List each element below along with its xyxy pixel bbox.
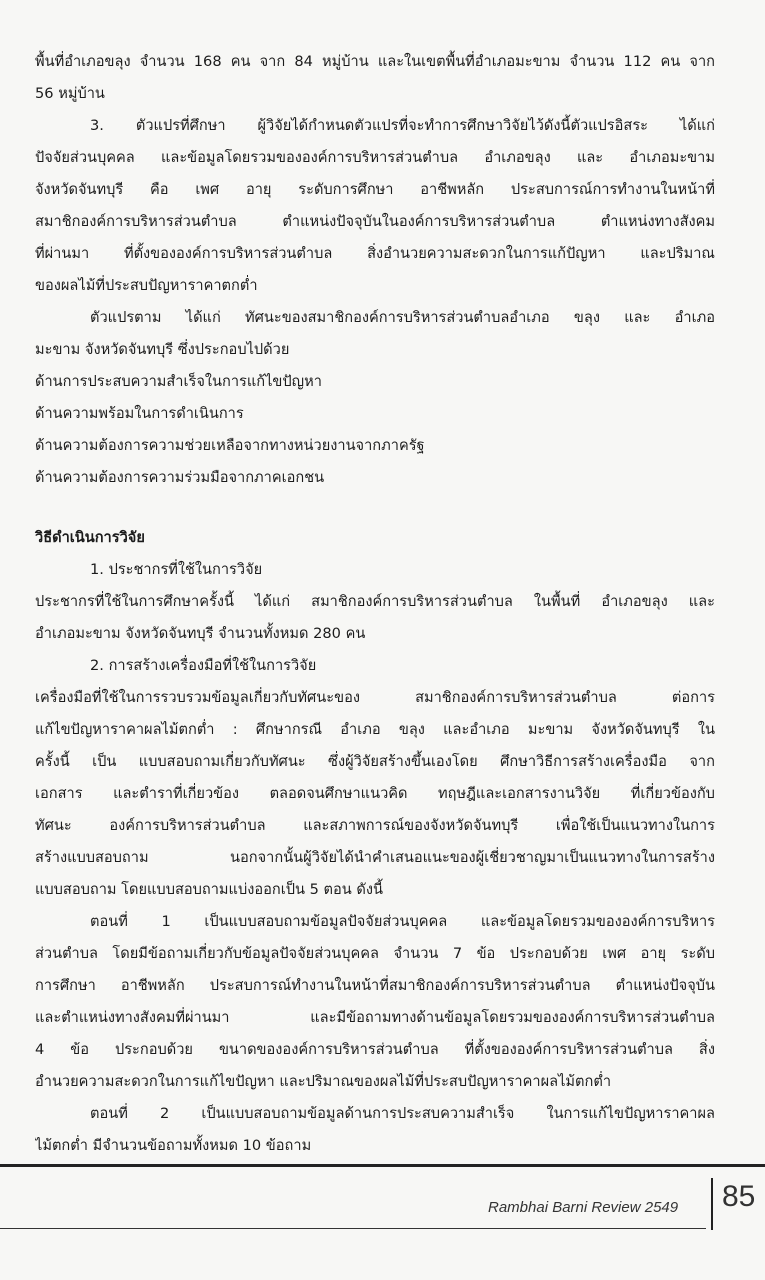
- word: ตอนที่: [90, 1105, 128, 1122]
- word: คน: [230, 53, 251, 70]
- body-text: [35, 46, 715, 1162]
- word: :: [232, 721, 238, 738]
- word: ประสบการณ์การทำงานในหน้าที่: [510, 181, 715, 198]
- word: ต่อการ: [671, 689, 715, 706]
- text-line: [35, 110, 715, 142]
- word: ประชากรที่ใช้ในการศึกษาครั้งนี้: [35, 593, 234, 610]
- word: สิ่งอำนวยความสะดวกในการแก้ปัญหา: [367, 245, 606, 262]
- word: ที่ตั้งขององค์การบริหารส่วนตำบล: [464, 1041, 673, 1058]
- word: อำเภอขลุง: [484, 149, 551, 166]
- word: ได้แก่: [255, 593, 291, 610]
- word: อายุ: [245, 181, 272, 198]
- section-heading: วิธีดำเนินการวิจัย: [35, 529, 145, 546]
- journal-title: Rambhai Barni Review 2549: [488, 1199, 679, 1216]
- word: คน: [660, 53, 681, 70]
- word: และสภาพการณ์ของจังหวัดจันทบุรี: [303, 817, 519, 834]
- word: ที่เกี่ยวข้องกับ: [630, 785, 715, 802]
- list-item: ด้านความต้องการความร่วมมือจากภาคเอกชน: [35, 469, 325, 486]
- text-line: [35, 302, 715, 334]
- footer-rule: [0, 1164, 765, 1167]
- word: จาก: [259, 53, 286, 70]
- word: ประกอบด้วย: [114, 1041, 193, 1058]
- word: ปัจจัยส่วนบุคคล: [35, 149, 135, 166]
- word: อำเภอ: [674, 309, 715, 326]
- word: 2: [159, 1105, 170, 1122]
- word: เครื่องมือที่ใช้ในการรวบรวมข้อมูลเกี่ยวกับทัศนะของ: [35, 689, 360, 706]
- word: ขลุง: [398, 721, 425, 738]
- text-line: ของผลไม้ที่ประสบปัญหาราคาตกต่ำ: [35, 277, 258, 294]
- word: 7: [452, 945, 463, 962]
- text-line: [35, 174, 715, 206]
- word: 168: [193, 53, 222, 70]
- word: ซึ่งผู้วิจัยสร้างขึ้นเองโดย: [328, 753, 478, 770]
- text-line: [35, 906, 715, 938]
- word: และมีข้อถามทางด้านข้อมูลโดยรวมขององค์การบริหารส่วนตำบล: [310, 1009, 715, 1026]
- word: ตอนที่: [90, 913, 128, 930]
- word: จำนวน: [393, 945, 439, 962]
- footer-divider: [711, 1178, 713, 1230]
- spacer: [35, 494, 715, 522]
- word: ประกอบด้วย: [509, 945, 588, 962]
- word: ข้อ: [70, 1041, 89, 1058]
- word: และ: [576, 149, 604, 166]
- word: อำเภอ: [340, 721, 381, 738]
- word: และตำราที่เกี่ยวข้อง: [113, 785, 240, 802]
- text-line: [35, 842, 715, 874]
- word: สิ่ง: [698, 1041, 715, 1058]
- word: แบบสอบถามเกี่ยวกับทัศนะ: [138, 753, 306, 770]
- word: ทัศนะ: [35, 817, 72, 834]
- subsection-heading: 2. การสร้างเครื่องมือที่ใช้ในการวิจัย: [90, 657, 317, 674]
- word: และอำเภอ: [443, 721, 510, 738]
- text-line: [35, 586, 715, 618]
- page-number: 85: [722, 1180, 756, 1213]
- list-item: ด้านการประสบความสำเร็จในการแก้ไขปัญหา: [35, 373, 322, 390]
- word: สมาชิกองค์การบริหารส่วนตำบล: [35, 213, 237, 230]
- word: ได้แก่: [185, 309, 221, 326]
- text-line: [35, 46, 715, 78]
- word: ระดับการศึกษา: [298, 181, 394, 198]
- word: จำนวน: [569, 53, 615, 70]
- word: ศึกษาวิธีการสร้างเครื่องมือ: [500, 753, 667, 770]
- text-line: [35, 206, 715, 238]
- word: อายุ: [640, 945, 667, 962]
- word: ขลุง: [573, 309, 600, 326]
- word: สร้างแบบสอบถาม: [35, 849, 149, 866]
- word: ผู้วิจัยได้กำหนดตัวแปรที่จะทำการศึกษาวิจัยไว้ดังนี้ตัวแปรอิสระ: [257, 117, 648, 134]
- list-item: ด้านความพร้อมในการดำเนินการ: [35, 405, 244, 422]
- text-line: ไม้ตกต่ำ มีจำนวนข้อถามทั้งหมด 10 ข้อถาม: [35, 1137, 312, 1154]
- word: อาชีพหลัก: [120, 977, 185, 994]
- word: พื้นที่อำเภอขลุง: [35, 53, 131, 70]
- word: ทัศนะของสมาชิกองค์การบริหารส่วนตำบลอำเภอ: [245, 309, 550, 326]
- word: และข้อมูลโดยรวมขององค์การบริหารส่วนตำบล: [160, 149, 459, 166]
- word: จังหวัดจันทบุรี: [591, 721, 680, 738]
- word: อาชีพหลัก: [420, 181, 485, 198]
- word: จาก: [689, 53, 715, 70]
- word: และข้อมูลโดยรวมขององค์การบริหาร: [480, 913, 715, 930]
- word: และ: [688, 593, 715, 610]
- subsection-heading: 1. ประชากรที่ใช้ในการวิจัย: [90, 561, 263, 578]
- text-line: แบบสอบถาม โดยแบบสอบถามแบ่งออกเป็น 5 ตอน ดังนี้: [35, 881, 383, 898]
- word: เป็น: [92, 753, 117, 770]
- word: จังหวัดจันทบุรี: [35, 181, 124, 198]
- word: ที่ผ่านมา: [35, 245, 90, 262]
- text-line: [35, 714, 715, 746]
- word: ระดับ: [680, 945, 715, 962]
- text-line: 56 หมู่บ้าน: [35, 85, 105, 102]
- word: เป็นแบบสอบถามข้อมูลด้านการประสบความสำเร็จ: [201, 1105, 515, 1122]
- word: ตลอดจนศึกษาแนวคิด: [269, 785, 408, 802]
- word: ข้อ: [476, 945, 496, 962]
- text-line: [35, 238, 715, 270]
- word: ตำแหน่งปัจจุบัน: [615, 977, 715, 994]
- word: ได้แก่: [679, 117, 715, 134]
- text-line: [35, 1034, 715, 1066]
- text-line: มะขาม จังหวัดจันทบุรี ซึ่งประกอบไปด้วย: [35, 341, 290, 358]
- text-line: [35, 746, 715, 778]
- word: ตำแหน่งทางสังคม: [600, 213, 715, 230]
- text-line: [35, 810, 715, 842]
- word: สมาชิกองค์การบริหารส่วนตำบล: [311, 593, 513, 610]
- word: แก้ไขปัญหาราคาผลไม้ตกต่ำ: [35, 721, 215, 738]
- word: ตัวแปรตาม: [90, 309, 162, 326]
- text-line: [35, 1098, 715, 1130]
- text-line: [35, 970, 715, 1002]
- text-line: อำนวยความสะดวกในการแก้ไขปัญหา และปริมาณของผลไม้ที่ประสบปัญหาราคาผลไม้ตกต่ำ: [35, 1073, 612, 1090]
- word: ทฤษฎีและเอกสารงานวิจัย: [438, 785, 601, 802]
- word: จำนวน: [139, 53, 185, 70]
- text-line: อำเภอมะขาม จังหวัดจันทบุรี จำนวนทั้งหมด 280 คน: [35, 625, 366, 642]
- list-item: ด้านความต้องการความช่วยเหลือจากทางหน่วยงานจากภาครัฐ: [35, 437, 425, 454]
- word: องค์การบริหารส่วนตำบล: [109, 817, 266, 834]
- word: ส่วนตำบล: [35, 945, 98, 962]
- text-line: [35, 682, 715, 714]
- word: 4: [35, 1041, 45, 1058]
- word: โดยมีข้อถามเกี่ยวกับข้อมูลปัจจัยส่วนบุคคล: [112, 945, 380, 962]
- word: และในเขตพื้นที่อำเภอมะขาม: [377, 53, 561, 70]
- word: เพศ: [195, 181, 220, 198]
- word: 3.: [90, 117, 104, 134]
- word: ในการแก้ไขปัญหาราคาผล: [546, 1105, 715, 1122]
- word: 1: [161, 913, 171, 930]
- word: 84: [294, 53, 313, 70]
- word: เพื่อใช้เป็นแนวทางในการ: [555, 817, 715, 834]
- footer-underline: [0, 1228, 706, 1229]
- word: ใน: [697, 721, 715, 738]
- word: อำเภอขลุง: [601, 593, 668, 610]
- word: หมู่บ้าน: [322, 53, 369, 70]
- word: จาก: [689, 753, 715, 770]
- text-line: [35, 938, 715, 970]
- word: และ: [624, 309, 651, 326]
- word: ตัวแปรที่ศึกษา: [135, 117, 226, 134]
- word: ประสบการณ์ทำงานในหน้าที่สมาชิกองค์การบริหารส่วนตำบล: [209, 977, 591, 994]
- word: มะขาม: [527, 721, 574, 738]
- word: เพศ: [602, 945, 627, 962]
- word: ศึกษากรณี: [255, 721, 323, 738]
- word: เป็นแบบสอบถามข้อมูลปัจจัยส่วนบุคคล: [204, 913, 448, 930]
- text-line: [35, 1002, 715, 1034]
- word: ในพื้นที่: [533, 593, 581, 610]
- word: นอกจากนั้นผู้วิจัยได้นำคำเสนอแนะของผู้เชี่ยวชาญมาเป็นแนวทางในการสร้าง: [230, 849, 715, 866]
- word: ตำแหน่งปัจจุบันในองค์การบริหารส่วนตำบล: [282, 213, 556, 230]
- text-line: [35, 778, 715, 810]
- word: และตำแหน่งทางสังคมที่ผ่านมา: [35, 1009, 230, 1026]
- word: ขนาดขององค์การบริหารส่วนตำบล: [218, 1041, 439, 1058]
- word: อำเภอมะขาม: [629, 149, 715, 166]
- word: 112: [623, 53, 652, 70]
- word: คือ: [150, 181, 169, 198]
- word: สมาชิกองค์การบริหารส่วนตำบล: [415, 689, 617, 706]
- word: ครั้งนี้: [35, 753, 70, 770]
- text-line: [35, 142, 715, 174]
- word: และปริมาณ: [640, 245, 715, 262]
- word: เอกสาร: [35, 785, 83, 802]
- word: การศึกษา: [35, 977, 96, 994]
- word: ที่ตั้งขององค์การบริหารส่วนตำบล: [123, 245, 333, 262]
